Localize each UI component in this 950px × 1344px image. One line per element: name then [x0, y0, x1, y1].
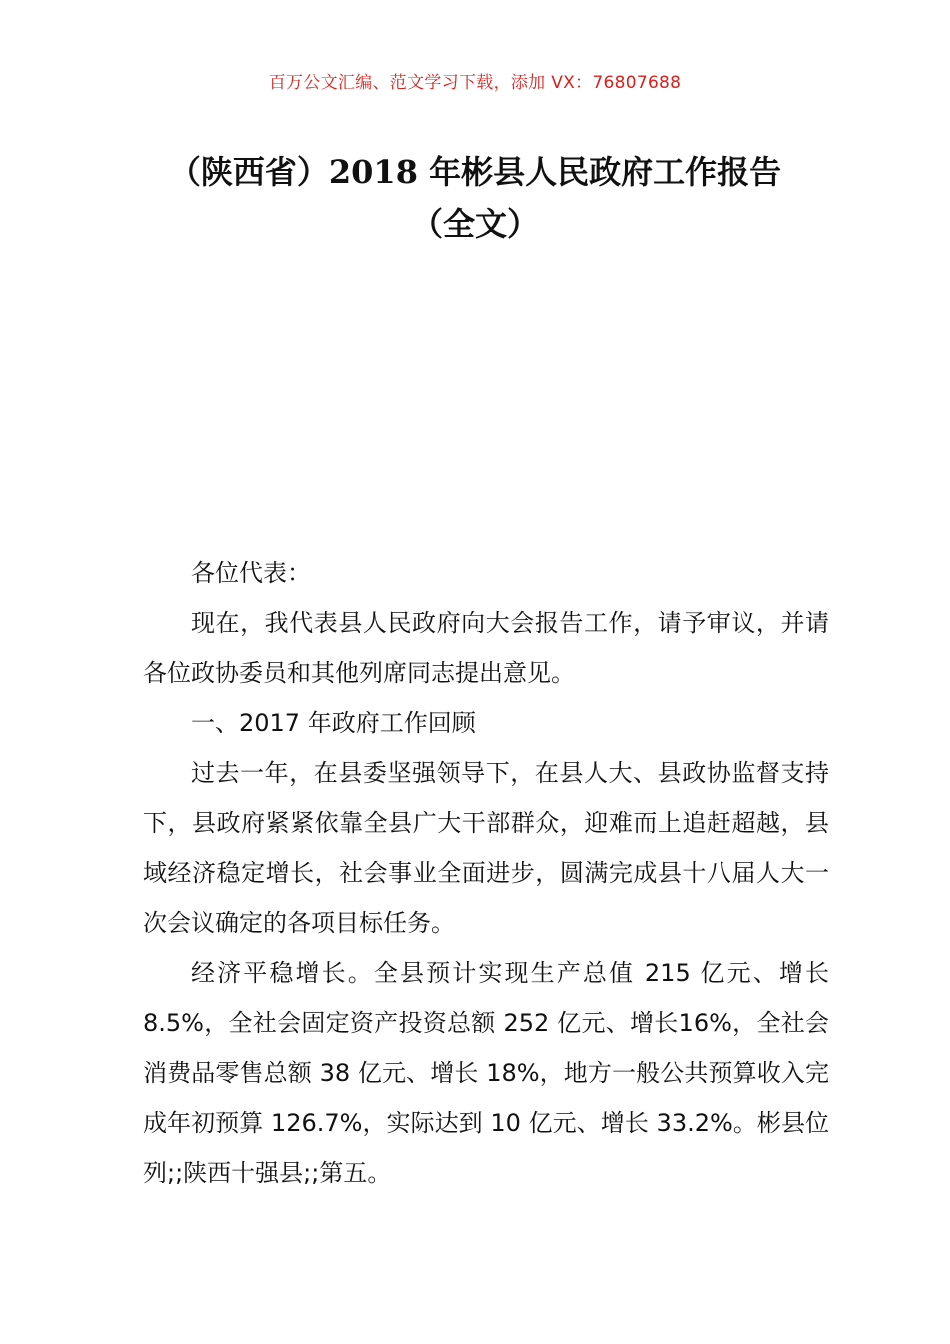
title-line-2: （全文） [410, 205, 539, 243]
paragraph-review: 过去一年，在县委坚强领导下，在县人大、县政协监督支持下，县政府紧紧依靠全县广大干部群众，迎难而上追赶超越，县域经济稳定增长，社会事业全面进步，圆满完成县十八届人大一次会议确定的各项目标任务。 [143, 759, 829, 937]
paragraph-intro: 现在，我代表县人民政府向大会报告工作，请予审议，并请各位政协委员和其他列席同志提出意见。 [143, 609, 829, 687]
salutation: 各位代表： [191, 559, 311, 587]
title-line-1: （陕西省）2018 年彬县人民政府工作报告 [168, 153, 782, 191]
paragraph-economy: 经济平稳增长。全县预计实现生产总值 215 亿元、增长 8.5%，全社会固定资产投资总额 252 亿元、增长16%，全社会消费品零售总额 38 亿元、增长 18%，地方一般公共预算收入完成年初预算 126.7%，实际达到 10 亿元、增长 33.2%。彬县位列;;陕西十强县;;第五。 [143, 959, 829, 1187]
document-title [100, 146, 850, 250]
watermark-header: 百万公文汇编、范文学习下载，添加 VX：76807688 [268, 73, 682, 93]
document-body [143, 548, 829, 1198]
section-heading: 一、2017 年政府工作回顾 [191, 709, 476, 737]
